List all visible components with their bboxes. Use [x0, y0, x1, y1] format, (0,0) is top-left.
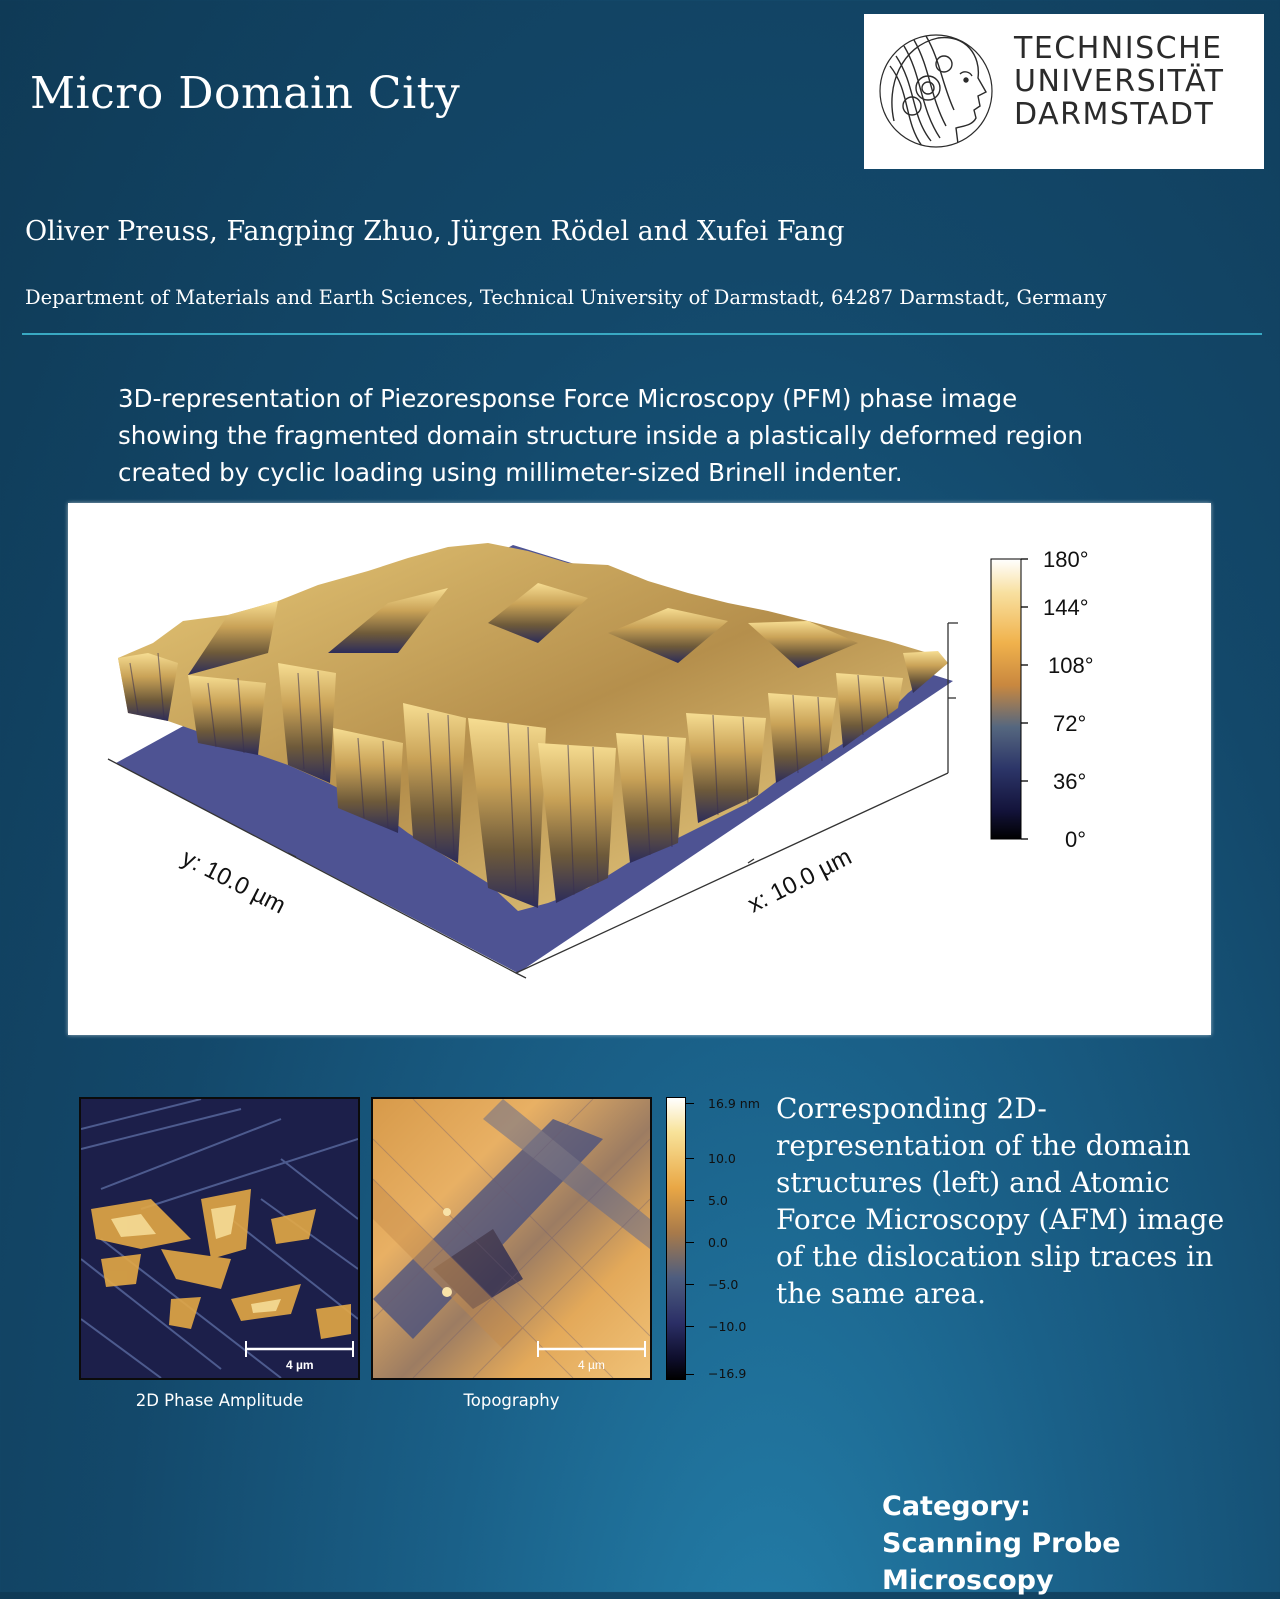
scale-bar-label: 4 µm [286, 1358, 314, 1372]
caption-line: Force Microscopy (AFM) image [776, 1203, 1225, 1236]
colorbar-tick-label: 10.0 [708, 1151, 736, 1166]
author-list: Oliver Preuss, Fangping Zhuo, Jürgen Rödel and Xufei Fang [25, 216, 845, 247]
category-value: Scanning Probe Microscopy [882, 1528, 1121, 1596]
category-label: Category: [882, 1491, 1031, 1522]
phase-colorbar [991, 559, 1021, 839]
colorbar-tick-label: 108° [1048, 653, 1094, 678]
caption-line: showing the fragmented domain structure inside a plastically deformed region [118, 421, 1083, 450]
caption-line: 3D-representation of Piezoresponse Force Microscopy (PFM) phase image [118, 384, 1018, 413]
logo-line: UNIVERSITÄT [1014, 64, 1225, 99]
page-title: Micro Domain City [30, 68, 461, 119]
logo-line: DARMSTADT [1014, 97, 1215, 132]
colorbar-tick-label: 36° [1053, 769, 1087, 794]
scale-bar-label: 4 µm [578, 1358, 605, 1372]
caption-line: structures (left) and Atomic [776, 1166, 1170, 1199]
colorbar-tick-label: 144° [1043, 595, 1089, 620]
topography-image [371, 1097, 652, 1380]
secondary-caption [776, 1090, 1236, 1312]
affiliation: Department of Materials and Earth Sciences, Technical University of Darmstadt, 64287 Darmstadt, Germany [25, 286, 1107, 309]
pfm-3d-figure [68, 503, 1211, 1035]
category-block [882, 1488, 1280, 1599]
colorbar-tick-label: 16.9 nm [708, 1096, 760, 1111]
main-figure-caption [118, 380, 1148, 491]
colorbar-tick-label: 5.0 [708, 1193, 728, 1208]
y-axis-label: y: 10.0 µm [177, 844, 290, 920]
phase-amplitude-image [79, 1097, 360, 1380]
caption-line: Corresponding 2D- [776, 1092, 1047, 1125]
phase-image-label: 2D Phase Amplitude [135, 1391, 304, 1410]
x-axis-label: x: 10.0 µm [743, 843, 857, 919]
university-name [1014, 32, 1224, 131]
caption-line: created by cyclic loading using millimeter-sized Brinell indenter. [118, 458, 903, 487]
colorbar-tick-label: 0° [1065, 827, 1087, 852]
colorbar-tick-label: −16.9 [708, 1366, 747, 1381]
caption-line: representation of the domain [776, 1129, 1191, 1162]
caption-line: of the dislocation slip traces in [776, 1240, 1214, 1273]
logo-line: TECHNISCHE [1014, 31, 1223, 66]
pfm-3d-plot [68, 503, 1211, 1035]
height-colorbar [666, 1097, 686, 1380]
topography-label: Topography [463, 1391, 560, 1410]
university-logo [864, 14, 1264, 169]
colorbar-tick-label: 0.0 [708, 1235, 728, 1250]
caption-line: the same area. [776, 1277, 987, 1310]
divider [22, 333, 1262, 335]
colorbar-ticks [1021, 559, 1028, 839]
athena-head-icon [876, 26, 996, 156]
colorbar-tick-label: 72° [1053, 711, 1087, 736]
colorbar-tick-label: −10.0 [708, 1319, 747, 1334]
colorbar-tick-label: 180° [1043, 547, 1089, 572]
colorbar-tick-label: −5.0 [708, 1277, 739, 1292]
